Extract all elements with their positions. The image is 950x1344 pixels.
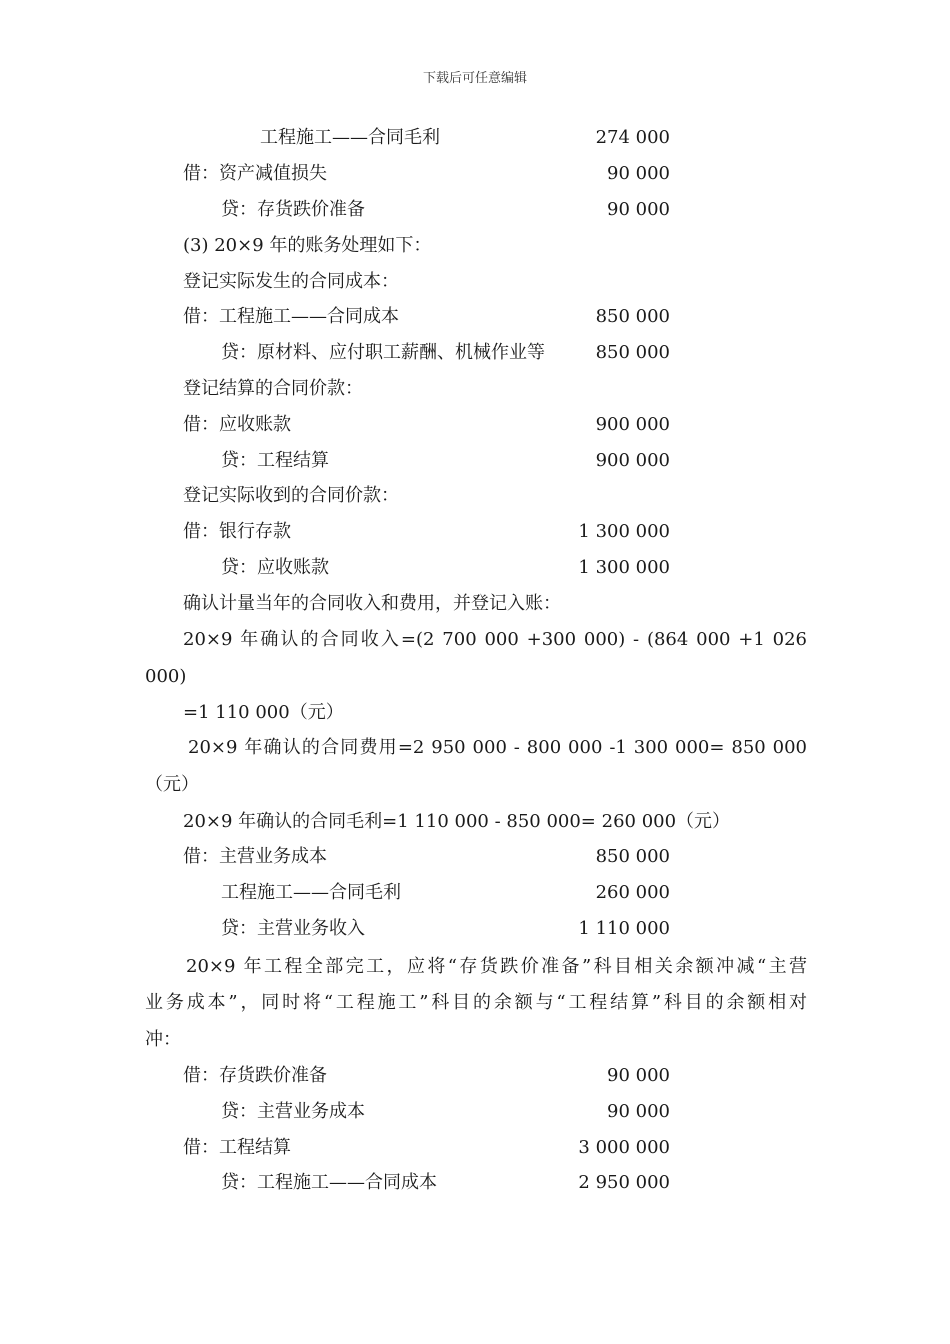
formula-continuation: （元） bbox=[145, 774, 199, 795]
formula-continuation: 000) bbox=[145, 666, 187, 687]
paragraph-text: 冲： bbox=[145, 1029, 181, 1050]
formula-result: =1 110 000（元） bbox=[183, 702, 344, 723]
entry-amount: 850 000 bbox=[595, 306, 670, 327]
entry-text: 借：应收账款 bbox=[183, 414, 291, 435]
paragraph-text: 业务成本”，同时将“工程施工”科目的余额与“工程结算”科目的余额相对 bbox=[145, 992, 807, 1013]
section-heading: (3) 20×9 年的账务处理如下： bbox=[183, 235, 432, 256]
entry-amount: 1 300 000 bbox=[578, 557, 670, 578]
entry-text: 借：资产减值损失 bbox=[183, 163, 327, 184]
entry-amount: 90 000 bbox=[607, 199, 670, 220]
entry-text: 贷：主营业务收入 bbox=[221, 918, 365, 939]
entry-amount: 1 110 000 bbox=[578, 918, 670, 939]
formula-line: 20×9 年确认的合同毛利=1 110 000 - 850 000= 260 000（元） bbox=[183, 811, 731, 832]
entry-text: 借：存货跌价准备 bbox=[183, 1065, 327, 1086]
entry-amount: 274 000 bbox=[595, 127, 670, 148]
entry-text: 贷：存货跌价准备 bbox=[221, 199, 365, 220]
entry-text: 工程施工——合同毛利 bbox=[221, 882, 401, 903]
entry-amount: 900 000 bbox=[595, 450, 670, 471]
entry-amount: 850 000 bbox=[595, 846, 670, 867]
entry-amount: 260 000 bbox=[595, 882, 670, 903]
entry-text: 贷：工程施工——合同成本 bbox=[221, 1172, 437, 1193]
entry-amount: 90 000 bbox=[607, 1101, 670, 1122]
paragraph-text: 登记结算的合同价款： bbox=[183, 378, 363, 399]
entry-text: 工程施工——合同毛利 bbox=[260, 127, 440, 148]
entry-amount: 90 000 bbox=[607, 1065, 670, 1086]
formula-line: 20×9 年确认的合同费用=2 950 000 - 800 000 -1 300 000= 850 000 bbox=[188, 737, 807, 758]
entry-amount: 900 000 bbox=[595, 414, 670, 435]
paragraph-text: 登记实际收到的合同价款： bbox=[183, 485, 399, 506]
entry-text: 贷：主营业务成本 bbox=[221, 1101, 365, 1122]
entry-amount: 90 000 bbox=[607, 163, 670, 184]
entry-text: 贷：工程结算 bbox=[221, 450, 329, 471]
page-header: 下载后可任意编辑 bbox=[422, 71, 527, 86]
paragraph-text: 登记实际发生的合同成本： bbox=[183, 271, 399, 292]
entry-amount: 3 000 000 bbox=[578, 1137, 670, 1158]
formula-line: 20×9 年确认的合同收入=(2 700 000 +300 000) - (864 000 +1 026 bbox=[183, 629, 807, 650]
entry-amount: 850 000 bbox=[595, 342, 670, 363]
entry-text: 借：工程施工——合同成本 bbox=[183, 306, 399, 327]
entry-text: 贷：原材料、应付职工薪酬、机械作业等 bbox=[221, 342, 545, 363]
paragraph-text: 确认计量当年的合同收入和费用，并登记入账： bbox=[183, 593, 561, 614]
entry-text: 贷：应收账款 bbox=[221, 557, 329, 578]
entry-amount: 1 300 000 bbox=[578, 521, 670, 542]
paragraph-text: 20×9 年工程全部完工，应将“存货跌价准备”科目相关余额冲减“主营 bbox=[186, 956, 807, 977]
entry-text: 借：银行存款 bbox=[183, 521, 291, 542]
entry-text: 借：工程结算 bbox=[183, 1137, 291, 1158]
entry-text: 借：主营业务成本 bbox=[183, 846, 327, 867]
entry-amount: 2 950 000 bbox=[578, 1172, 670, 1193]
